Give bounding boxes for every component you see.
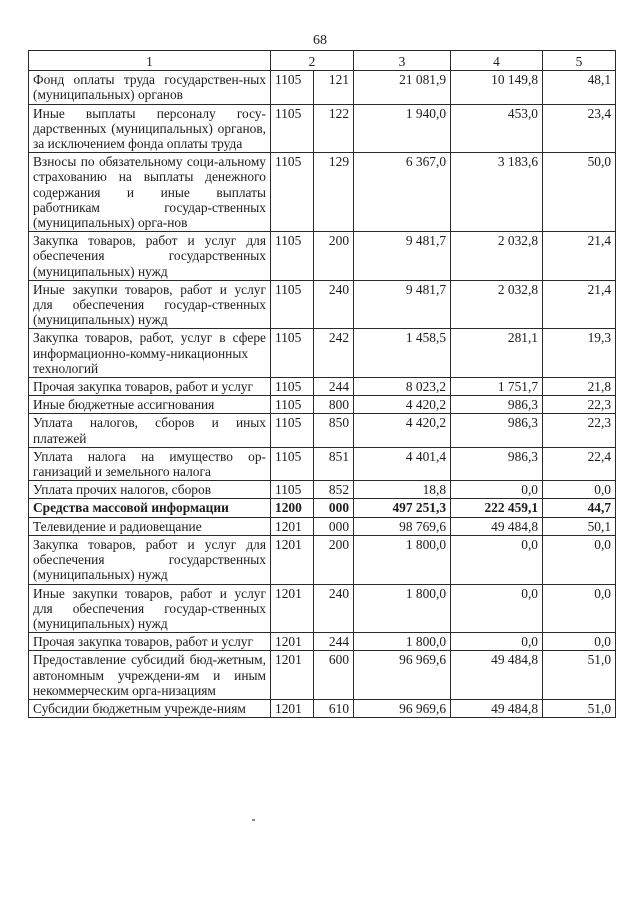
row-expense-type-code: 129 [314,153,354,232]
row-section-code: 1201 [271,633,314,651]
row-name-cell: Субсидии бюджетным учрежде-ниям [29,699,271,717]
row-plan-value: 6 367,0 [354,153,451,232]
table-row [29,481,616,499]
row-name-cell: Закупка товаров, работ, услуг в сфере информационно-комму-никационных технологий [29,329,271,378]
row-expense-type-code: 240 [314,584,354,633]
table-row [29,232,616,281]
table-row [29,104,616,153]
row-plan-value: 497 251,3 [354,499,451,517]
row-section-code: 1105 [271,396,314,414]
header-col-1: 1 [29,51,271,71]
row-plan-value: 4 401,4 [354,447,451,480]
row-plan-value: 9 481,7 [354,280,451,329]
row-actual-value: 1 751,7 [451,378,543,396]
row-percent-value: 50,1 [543,517,616,535]
row-expense-type-code: 200 [314,535,354,584]
table-row [29,447,616,480]
row-percent-value: 21,8 [543,378,616,396]
row-percent-value: 51,0 [543,651,616,700]
row-plan-value: 1 940,0 [354,104,451,153]
row-percent-value: 0,0 [543,584,616,633]
table-row [29,329,616,378]
row-section-code: 1201 [271,699,314,717]
row-name-cell: Иные закупки товаров, работ и услуг для обеспечения государ-ственных (муниципальных) нужд [29,584,271,633]
row-name-cell: Телевидение и радиовещание [29,517,271,535]
scan-mark [252,819,255,821]
table-row [29,535,616,584]
row-plan-value: 1 800,0 [354,535,451,584]
row-actual-value: 2 032,8 [451,232,543,281]
table-header-row [29,51,616,71]
row-actual-value: 0,0 [451,633,543,651]
row-expense-type-code: 121 [314,71,354,104]
row-expense-type-code: 242 [314,329,354,378]
row-percent-value: 22,3 [543,396,616,414]
row-actual-value: 2 032,8 [451,280,543,329]
header-col-4: 4 [451,51,543,71]
row-expense-type-code: 240 [314,280,354,329]
table-row [29,517,616,535]
row-section-code: 1105 [271,414,314,447]
row-expense-type-code: 850 [314,414,354,447]
row-name-cell: Фонд оплаты труда государствен-ных (муниципальных) органов [29,71,271,104]
row-percent-value: 48,1 [543,71,616,104]
row-section-code: 1105 [271,153,314,232]
row-section-code: 1105 [271,280,314,329]
row-plan-value: 8 023,2 [354,378,451,396]
row-expense-type-code: 600 [314,651,354,700]
row-percent-value: 0,0 [543,633,616,651]
row-percent-value: 23,4 [543,104,616,153]
row-section-code: 1201 [271,584,314,633]
row-name-cell: Уплата налога на имущество ор-ганизаций и земельного налога [29,447,271,480]
row-section-code: 1201 [271,517,314,535]
row-actual-value: 10 149,8 [451,71,543,104]
row-section-code: 1201 [271,535,314,584]
row-section-code: 1201 [271,651,314,700]
table-row [29,280,616,329]
row-percent-value: 51,0 [543,699,616,717]
header-col-5: 5 [543,51,616,71]
row-expense-type-code: 852 [314,481,354,499]
row-expense-type-code: 244 [314,378,354,396]
table-row [29,699,616,717]
row-actual-value: 986,3 [451,414,543,447]
row-plan-value: 4 420,2 [354,414,451,447]
row-name-cell: Иные выплаты персоналу госу-дарственных (муниципальных) органов, за исключением фонда оплаты труда [29,104,271,153]
row-plan-value: 18,8 [354,481,451,499]
row-name-cell: Иные бюджетные ассигнования [29,396,271,414]
row-plan-value: 4 420,2 [354,396,451,414]
row-name-cell: Прочая закупка товаров, работ и услуг [29,633,271,651]
row-expense-type-code: 851 [314,447,354,480]
row-percent-value: 0,0 [543,535,616,584]
row-section-code: 1105 [271,71,314,104]
row-name-cell: Уплата прочих налогов, сборов [29,481,271,499]
row-section-code: 1105 [271,481,314,499]
row-percent-value: 21,4 [543,232,616,281]
table-row [29,71,616,104]
table-row [29,396,616,414]
row-plan-value: 1 458,5 [354,329,451,378]
table-row [29,651,616,700]
table-row [29,153,616,232]
row-actual-value: 453,0 [451,104,543,153]
row-actual-value: 49 484,8 [451,651,543,700]
row-name-cell: Закупка товаров, работ и услуг для обеспечения государственных (муниципальных) нужд [29,535,271,584]
row-percent-value: 0,0 [543,481,616,499]
row-plan-value: 9 481,7 [354,232,451,281]
row-name-cell: Средства массовой информации [29,499,271,517]
row-section-code: 1105 [271,378,314,396]
row-actual-value: 0,0 [451,584,543,633]
row-percent-value: 44,7 [543,499,616,517]
row-actual-value: 49 484,8 [451,517,543,535]
table-row [29,499,616,517]
row-actual-value: 986,3 [451,396,543,414]
row-name-cell: Иные закупки товаров, работ и услуг для обеспечения государ-ственных (муниципальных) нужд [29,280,271,329]
row-name-cell: Уплата налогов, сборов и иных платежей [29,414,271,447]
row-percent-value: 22,3 [543,414,616,447]
row-name-cell: Закупка товаров, работ и услуг для обеспечения государственных (муниципальных) нужд [29,232,271,281]
row-plan-value: 98 769,6 [354,517,451,535]
row-section-code: 1105 [271,447,314,480]
row-percent-value: 50,0 [543,153,616,232]
row-expense-type-code: 122 [314,104,354,153]
row-expense-type-code: 244 [314,633,354,651]
budget-table [28,50,616,718]
row-section-code: 1105 [271,232,314,281]
row-actual-value: 3 183,6 [451,153,543,232]
table-row [29,378,616,396]
row-name-cell: Предоставление субсидий бюд-жетным, автономным учреждени-ям и иным некоммерческим орга-низациям [29,651,271,700]
table-row [29,633,616,651]
row-percent-value: 21,4 [543,280,616,329]
header-col-2: 2 [271,51,354,71]
row-plan-value: 1 800,0 [354,633,451,651]
row-name-cell: Прочая закупка товаров, работ и услуг [29,378,271,396]
row-actual-value: 222 459,1 [451,499,543,517]
row-expense-type-code: 000 [314,517,354,535]
row-plan-value: 1 800,0 [354,584,451,633]
row-actual-value: 281,1 [451,329,543,378]
row-expense-type-code: 800 [314,396,354,414]
row-actual-value: 0,0 [451,481,543,499]
row-name-cell: Взносы по обязательному соци-альному страхованию на выплаты денежного содержания и иные выплаты работникам государ-ственных (муниципальных) орга-нов [29,153,271,232]
row-section-code: 1105 [271,104,314,153]
table-row [29,414,616,447]
table-row [29,584,616,633]
row-expense-type-code: 610 [314,699,354,717]
row-expense-type-code: 000 [314,499,354,517]
row-plan-value: 96 969,6 [354,699,451,717]
row-actual-value: 986,3 [451,447,543,480]
row-plan-value: 96 969,6 [354,651,451,700]
header-col-3: 3 [354,51,451,71]
row-section-code: 1105 [271,329,314,378]
row-expense-type-code: 200 [314,232,354,281]
row-plan-value: 21 081,9 [354,71,451,104]
row-percent-value: 19,3 [543,329,616,378]
row-actual-value: 0,0 [451,535,543,584]
row-actual-value: 49 484,8 [451,699,543,717]
row-section-code: 1200 [271,499,314,517]
page-number: 68 [313,33,327,48]
row-percent-value: 22,4 [543,447,616,480]
